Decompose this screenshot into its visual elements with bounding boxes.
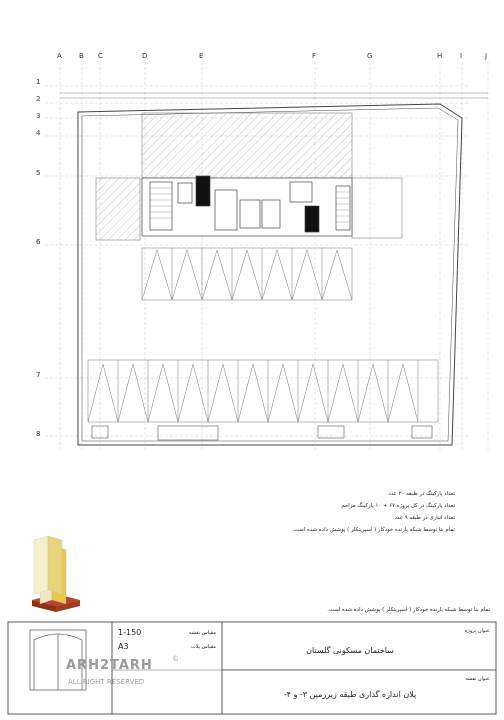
- note-parking-total: تعداد پارکینگ در کل پروژه ۶۷ + ۱۰ پارکینگ مزاحم: [341, 503, 455, 509]
- dimension-lines: [60, 93, 488, 98]
- copyright-mark: ©: [172, 655, 179, 663]
- row-label-3: 3: [36, 112, 41, 120]
- column-label-h: H: [437, 52, 443, 60]
- row-label-5: 5: [36, 169, 41, 177]
- note-parking-per-floor: تعداد پارکینگ در طبقه ۲۰ عدد: [388, 491, 455, 497]
- sheet-size-value: A3: [118, 642, 129, 651]
- row-label-7: 7: [36, 371, 41, 379]
- row-label-6: 6: [36, 238, 41, 246]
- project-label: عنوان پروژه: [464, 628, 490, 634]
- column-label-e: E: [199, 52, 204, 60]
- column-label-f: F: [312, 52, 317, 60]
- drawing-name: پلان اندازه گذاری طبقه زیرزمین ۳- و ۴-: [283, 690, 417, 699]
- project-name: ساختمان مسکونی گلستان: [306, 646, 394, 655]
- column-label-b: B: [79, 52, 84, 60]
- row-label-4: 4: [36, 129, 41, 137]
- building-axonometric-thumbnail: [32, 536, 80, 612]
- row-label-2: 2: [36, 95, 41, 103]
- column-label-i: I: [460, 52, 463, 60]
- parking-notes: [200, 488, 455, 536]
- sheet-label: مقیاس پلات: [190, 644, 216, 650]
- column-label-g: G: [367, 52, 373, 60]
- row-label-8: 8: [36, 430, 41, 438]
- logo-text: ARH2TARH: [66, 658, 153, 673]
- column-label-a: A: [57, 52, 62, 60]
- parking-stalls-bottom: [88, 360, 438, 422]
- column-label-j: J: [485, 52, 488, 60]
- logo-subtext: ALL RIGHT RESERVED: [68, 678, 145, 686]
- scale-value: 1-150: [118, 628, 142, 637]
- central-core: [142, 176, 352, 236]
- column-label-d: D: [142, 52, 148, 60]
- parking-stalls-middle: [142, 248, 352, 300]
- footnote-sprinkler: تمام بنا توسط شبکه بارنده خودکار ( اسپرینکلر ) پوشش داده شده است.: [327, 607, 490, 613]
- storage-rooms-bottom: [92, 426, 432, 440]
- drawing-label: عنوان نقشه: [465, 676, 490, 682]
- row-label-1: 1: [36, 78, 41, 86]
- note-storage-per-floor: تعداد انباری در طبقه ۹ عدد: [394, 515, 455, 521]
- scale-label: مقیاس نقشه: [189, 630, 216, 636]
- note-sprinkler: تمام بنا توسط شبکه بارنده خودکار ( اسپرینکلر ) پوشش داده شده است.: [292, 527, 455, 533]
- column-label-c: C: [98, 52, 103, 60]
